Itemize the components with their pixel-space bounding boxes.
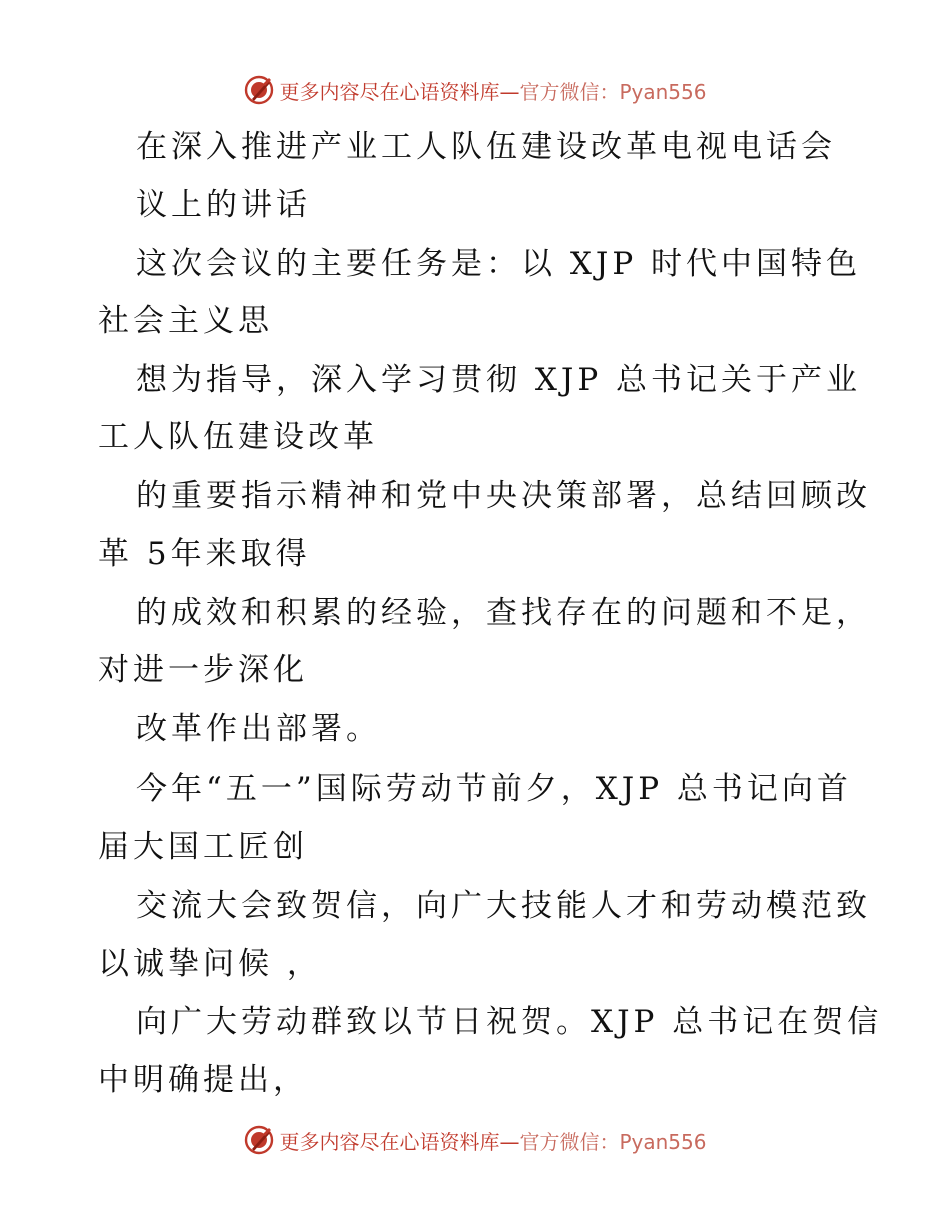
text-line: 这次会议的主要任务是：以 XJP 时代中国特色 <box>136 246 862 282</box>
banner-wechat: 官方微信：Pyan556 <box>519 79 707 104</box>
text-line: 的成效和积累的经验，查找存在的问题和不足， <box>136 595 871 631</box>
banner-title: 更多内容尽在心语资料库 <box>279 1129 500 1154</box>
text-line: 向广大劳动群致以节日祝贺。XJP 总书记在贺信 <box>136 1004 883 1040</box>
text-line: 改革作出部署。 <box>136 711 381 747</box>
text-line: 交流大会致贺信，向广大技能人才和劳动模范致 <box>136 888 871 924</box>
text-line: 届大国工匠创 <box>98 829 308 865</box>
text-line: 革 5年来取得 <box>98 536 311 572</box>
banner-title: 更多内容尽在心语资料库 <box>279 79 500 104</box>
banner-wechat: 官方微信：Pyan556 <box>519 1129 707 1154</box>
text-line: 社会主义思 <box>98 303 273 339</box>
text-line: 今年“五一”国际劳动节前夕，XJP 总书记向首 <box>136 771 852 807</box>
text-line: 议上的讲话 <box>136 187 311 223</box>
text-line: 工人队伍建设改革 <box>98 419 378 455</box>
text-line: 以诚挚问候 ， <box>98 946 322 982</box>
quill-seal-icon <box>243 1124 275 1156</box>
footer-banner <box>0 1120 950 1160</box>
header-banner <box>0 70 950 110</box>
text-line: 对进一步深化 <box>98 652 308 688</box>
banner-text <box>279 76 706 105</box>
banner-text <box>279 1126 706 1155</box>
text-line: 想为指导，深入学习贯彻 XJP 总书记关于产业 <box>136 362 862 398</box>
banner-dash: — <box>499 79 520 104</box>
text-line: 中明确提出， <box>98 1062 308 1098</box>
text-line: 的重要指示精神和党中央决策部署，总结回顾改 <box>136 478 871 514</box>
banner-dash: — <box>499 1129 520 1154</box>
quill-seal-icon <box>243 74 275 106</box>
text-line: 在深入推进产业工人队伍建设改革电视电话会 <box>136 129 836 165</box>
